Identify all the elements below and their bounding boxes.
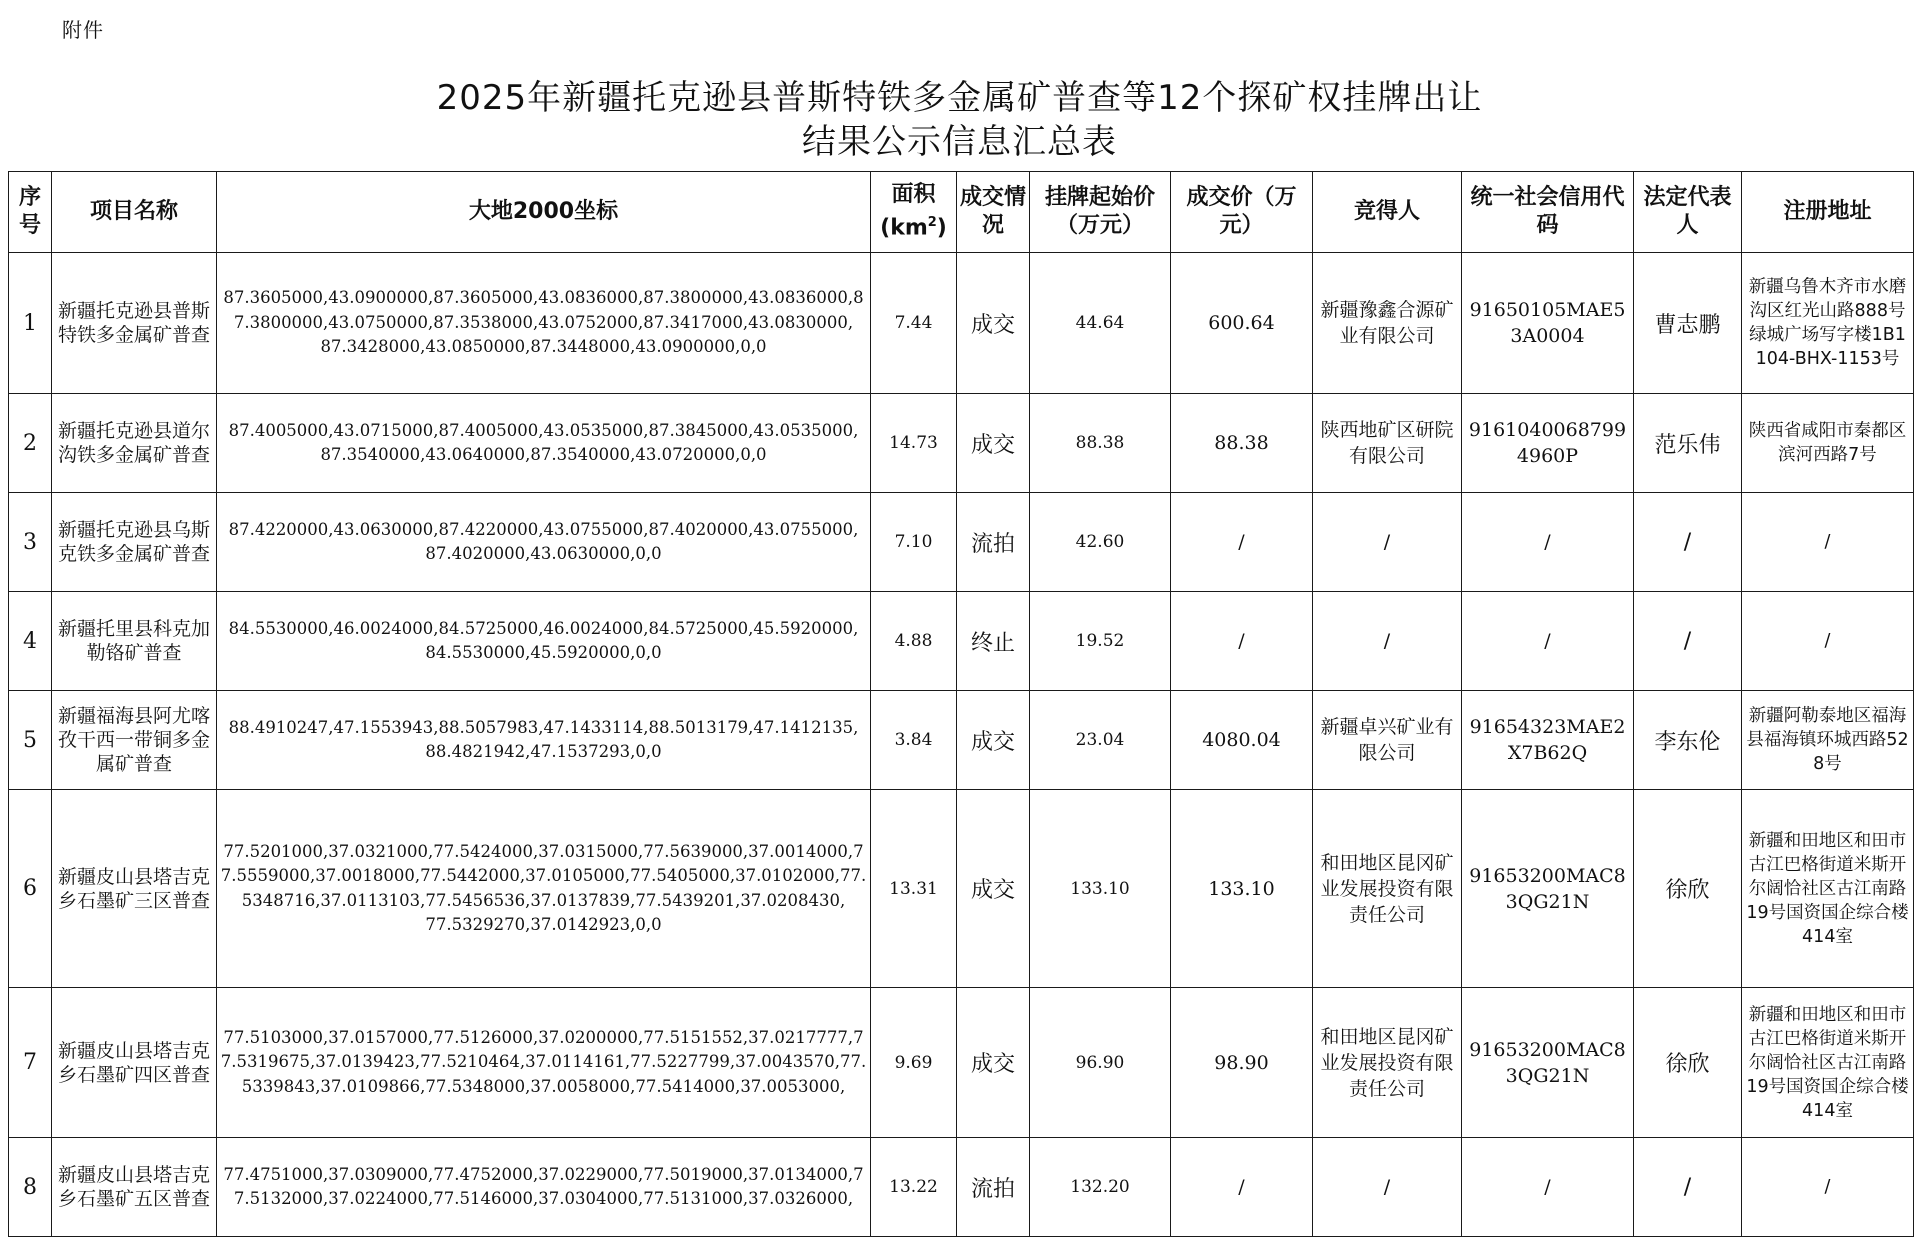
table-row: [9, 394, 1914, 493]
cell-project: 新疆托里县科克加勒铬矿普查: [52, 592, 217, 691]
cell-deal-price: /: [1171, 592, 1313, 691]
cell-credit-code: /: [1462, 592, 1634, 691]
cell-winner: 新疆豫鑫合源矿业有限公司: [1313, 253, 1462, 394]
cell-status: 成交: [957, 691, 1030, 790]
cell-coords: 87.3605000,43.0900000,87.3605000,43.0836000,87.3800000,43.0836000,87.3800000,43.0750000,87.3538000,43.0752000,87.3417000,43.0830000, 87.3428000,43.0850000,87.3448000,43.0900000,0,0: [217, 253, 871, 394]
cell-deal-price: 98.90: [1171, 988, 1313, 1138]
cell-start-price: 19.52: [1030, 592, 1171, 691]
cell-legal-rep: /: [1634, 1138, 1742, 1237]
cell-legal-rep: /: [1634, 493, 1742, 592]
cell-legal-rep: 李东伦: [1634, 691, 1742, 790]
table-row: [9, 592, 1914, 691]
cell-credit-code: 91610400687994960P: [1462, 394, 1634, 493]
cell-project: 新疆托克逊县道尔沟铁多金属矿普查: [52, 394, 217, 493]
cell-area: 3.84: [871, 691, 957, 790]
title-line-1: 2025年新疆托克逊县普斯特铁多金属矿普查等12个探矿权挂牌出让: [436, 78, 1483, 118]
table-row: [9, 1138, 1914, 1237]
cell-deal-price: 600.64: [1171, 253, 1313, 394]
cell-address: 新疆和田地区和田市古江巴格街道米斯开尔阔恰社区古江南路19号国资国企综合楼414室: [1742, 790, 1914, 988]
cell-winner: 陕西地矿区研院有限公司: [1313, 394, 1462, 493]
cell-status: 成交: [957, 253, 1030, 394]
header-coords: 大地2000坐标: [217, 172, 871, 253]
cell-coords: 88.4910247,47.1553943,88.5057983,47.1433114,88.5013179,47.1412135, 88.4821942,47.1537293,0,0: [217, 691, 871, 790]
cell-status: 终止: [957, 592, 1030, 691]
cell-deal-price: /: [1171, 493, 1313, 592]
attachment-label: 附件: [62, 18, 104, 42]
cell-credit-code: 91653200MAC83QG21N: [1462, 790, 1634, 988]
cell-status: 成交: [957, 988, 1030, 1138]
cell-seq: 6: [9, 790, 52, 988]
header-seq: 序号: [9, 172, 52, 253]
cell-address: 陕西省咸阳市秦都区滨河西路7号: [1742, 394, 1914, 493]
cell-start-price: 88.38: [1030, 394, 1171, 493]
cell-start-price: 132.20: [1030, 1138, 1171, 1237]
cell-area: 7.44: [871, 253, 957, 394]
cell-area: 7.10: [871, 493, 957, 592]
cell-address: /: [1742, 1138, 1914, 1237]
cell-deal-price: /: [1171, 1138, 1313, 1237]
cell-seq: 5: [9, 691, 52, 790]
cell-coords: 87.4005000,43.0715000,87.4005000,43.0535000,87.3845000,43.0535000, 87.3540000,43.0640000,87.3540000,43.0720000,0,0: [217, 394, 871, 493]
header-winner: 竞得人: [1313, 172, 1462, 253]
header-area-label: 面积: [891, 182, 936, 208]
cell-credit-code: /: [1462, 1138, 1634, 1237]
cell-seq: 8: [9, 1138, 52, 1237]
cell-start-price: 96.90: [1030, 988, 1171, 1138]
cell-legal-rep: 徐欣: [1634, 790, 1742, 988]
header-legal-rep: 法定代表人: [1634, 172, 1742, 253]
cell-project: 新疆托克逊县乌斯克铁多金属矿普查: [52, 493, 217, 592]
header-row: [9, 172, 1914, 253]
cell-coords: 87.4220000,43.0630000,87.4220000,43.0755000,87.4020000,43.0755000, 87.4020000,43.0630000,0,0: [217, 493, 871, 592]
cell-start-price: 133.10: [1030, 790, 1171, 988]
cell-credit-code: 91650105MAE53A0004: [1462, 253, 1634, 394]
title-line-2: 结果公示信息汇总表: [802, 122, 1117, 162]
cell-legal-rep: 范乐伟: [1634, 394, 1742, 493]
cell-credit-code: /: [1462, 493, 1634, 592]
header-address: 注册地址: [1742, 172, 1914, 253]
cell-project: 新疆皮山县塔吉克乡石墨矿四区普查: [52, 988, 217, 1138]
header-area-unit-open: (km: [880, 215, 928, 241]
cell-address: /: [1742, 592, 1914, 691]
cell-start-price: 42.60: [1030, 493, 1171, 592]
header-project: 项目名称: [52, 172, 217, 253]
cell-coords: 77.5103000,37.0157000,77.5126000,37.0200000,77.5151552,37.0217777,77.5319675,37.0139423,77.5210464,37.0114161,77.5227799,37.0043570,77.5339843,37.0109866,77.5348000,37.0058000,77.5414000,37.0053000,: [217, 988, 871, 1138]
cell-area: 14.73: [871, 394, 957, 493]
cell-seq: 4: [9, 592, 52, 691]
cell-deal-price: 133.10: [1171, 790, 1313, 988]
cell-status: 流拍: [957, 493, 1030, 592]
cell-address: 新疆和田地区和田市古江巴格街道米斯开尔阔恰社区古江南路19号国资国企综合楼414室: [1742, 988, 1914, 1138]
cell-deal-price: 88.38: [1171, 394, 1313, 493]
cell-deal-price: 4080.04: [1171, 691, 1313, 790]
cell-coords: 84.5530000,46.0024000,84.5725000,46.0024000,84.5725000,45.5920000, 84.5530000,45.5920000,0,0: [217, 592, 871, 691]
cell-legal-rep: /: [1634, 592, 1742, 691]
cell-legal-rep: 徐欣: [1634, 988, 1742, 1138]
cell-area: 13.31: [871, 790, 957, 988]
cell-seq: 7: [9, 988, 52, 1138]
cell-area: 4.88: [871, 592, 957, 691]
cell-status: 成交: [957, 394, 1030, 493]
results-table: [8, 171, 1914, 1237]
cell-credit-code: 91654323MAE2X7B62Q: [1462, 691, 1634, 790]
cell-project: 新疆皮山县塔吉克乡石墨矿三区普查: [52, 790, 217, 988]
header-area: [871, 172, 957, 253]
header-start-price: 挂牌起始价（万元）: [1030, 172, 1171, 253]
cell-status: 流拍: [957, 1138, 1030, 1237]
cell-area: 13.22: [871, 1138, 957, 1237]
header-status: 成交情况: [957, 172, 1030, 253]
table-row: [9, 493, 1914, 592]
table-row: [9, 790, 1914, 988]
cell-winner: 新疆卓兴矿业有限公司: [1313, 691, 1462, 790]
cell-project: 新疆托克逊县普斯特铁多金属矿普查: [52, 253, 217, 394]
cell-seq: 3: [9, 493, 52, 592]
page-title: [0, 76, 1919, 164]
cell-area: 9.69: [871, 988, 957, 1138]
cell-status: 成交: [957, 790, 1030, 988]
cell-seq: 1: [9, 253, 52, 394]
header-deal-price: 成交价（万元）: [1171, 172, 1313, 253]
table-row: [9, 691, 1914, 790]
cell-winner: /: [1313, 592, 1462, 691]
cell-winner: 和田地区昆冈矿业发展投资有限责任公司: [1313, 988, 1462, 1138]
cell-project: 新疆皮山县塔吉克乡石墨矿五区普查: [52, 1138, 217, 1237]
cell-address: 新疆乌鲁木齐市水磨沟区红光山路888号绿城广场写字楼1B1104-BHX-1153号: [1742, 253, 1914, 394]
cell-address: /: [1742, 493, 1914, 592]
cell-legal-rep: 曹志鹏: [1634, 253, 1742, 394]
cell-winner: 和田地区昆冈矿业发展投资有限责任公司: [1313, 790, 1462, 988]
cell-credit-code: 91653200MAC83QG21N: [1462, 988, 1634, 1138]
cell-start-price: 44.64: [1030, 253, 1171, 394]
cell-winner: /: [1313, 1138, 1462, 1237]
header-area-unit-close: ): [936, 215, 947, 241]
cell-winner: /: [1313, 493, 1462, 592]
cell-address: 新疆阿勒泰地区福海县福海镇环城西路528号: [1742, 691, 1914, 790]
table-row: [9, 253, 1914, 394]
cell-coords: 77.5201000,37.0321000,77.5424000,37.0315000,77.5639000,37.0014000,77.5559000,37.0018000,77.5442000,37.0105000,77.5405000,37.0102000,77.5348716,37.0113103,77.5456536,37.0137839,77.5439201,37.0208430, 77.5329270,37.0142923,0,0: [217, 790, 871, 988]
cell-start-price: 23.04: [1030, 691, 1171, 790]
header-area-unit-sup: 2: [927, 215, 937, 231]
cell-coords: 77.4751000,37.0309000,77.4752000,37.0229000,77.5019000,37.0134000,77.5132000,37.0224000,77.5146000,37.0304000,77.5131000,37.0326000,: [217, 1138, 871, 1237]
header-credit-code: 统一社会信用代码: [1462, 172, 1634, 253]
cell-project: 新疆福海县阿尤喀孜干西一带铜多金属矿普查: [52, 691, 217, 790]
cell-seq: 2: [9, 394, 52, 493]
table-row: [9, 988, 1914, 1138]
